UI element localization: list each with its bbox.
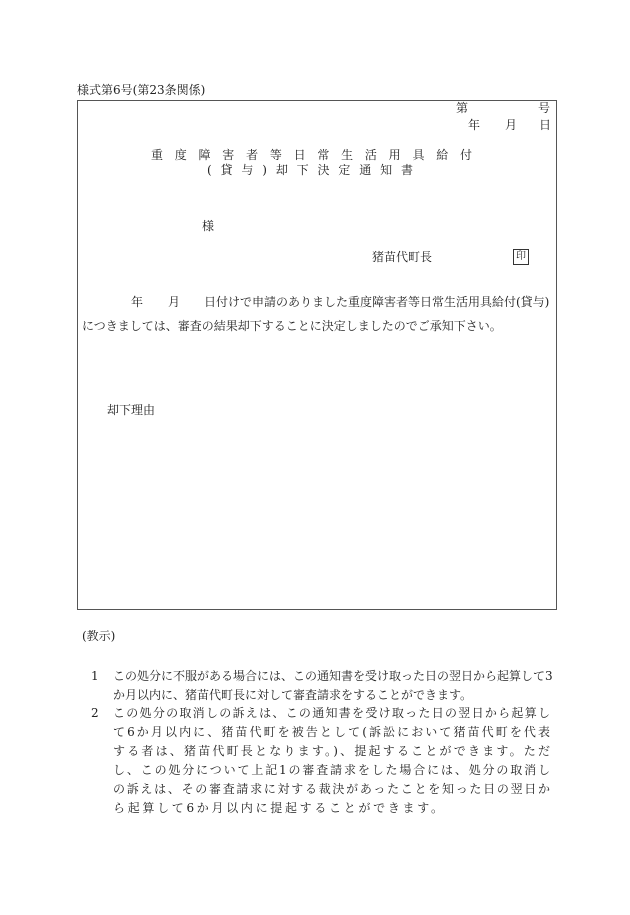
instruction-item-number: 2 xyxy=(91,706,99,720)
recipient-suffix: 様 xyxy=(202,219,215,233)
title-line-1: 重度障害者等日常生活用具給付 xyxy=(151,148,472,162)
rejection-reason-label: 却下理由 xyxy=(107,403,156,417)
instruction-item-line: し、この処分について上記1の審査請求をした場合には、処分の取消し xyxy=(113,763,550,777)
date-day: 日 xyxy=(539,118,552,132)
instruction-item-line: ら起算して6か月以内に提起することができます。 xyxy=(113,801,443,815)
number-prefix: 第 xyxy=(456,101,469,115)
form-label: 様式第6号(第23条関係) xyxy=(77,83,206,97)
date-month: 月 xyxy=(505,118,518,132)
instruction-heading: (教示) xyxy=(82,629,116,643)
instruction-item-line: か月以内に、猪苗代町長に対して審査請求をすることができます。 xyxy=(113,688,473,702)
number-suffix: 号 xyxy=(538,101,551,115)
instruction-item-line: て6か月以内に、猪苗代町を被告として(訴訟において猪苗代町を代表 xyxy=(113,725,550,739)
instruction-item-line: する者は、猪苗代町長となります。)、提起することができます。ただ xyxy=(113,744,550,758)
date-year: 年 xyxy=(468,118,481,132)
title-line-2: (貸与)却下決定通知書 xyxy=(207,163,413,177)
issuer: 猪苗代町長 xyxy=(372,250,433,264)
body-line-2: につきましては、審査の結果却下することに決定しましたのでご承知下さい。 xyxy=(82,319,502,333)
body-line-1: 日付けで申請のありました重度障害者等日常生活用具給付(貸与) xyxy=(204,295,550,309)
body-month: 月 xyxy=(168,295,181,309)
body-year: 年 xyxy=(131,295,144,309)
instruction-item-line: この処分に不服がある場合には、この通知書を受け取った日の翌日から起算して3 xyxy=(113,669,553,683)
instruction-item-line: この処分の取消しの訴えは、この通知書を受け取った日の翌日から起算し xyxy=(113,706,550,720)
instruction-item-line: の訴えは、その審査請求に対する裁決があったことを知った日の翌日か xyxy=(113,782,550,796)
seal-mark: 印 xyxy=(513,249,529,265)
instruction-item-number: 1 xyxy=(91,669,99,683)
